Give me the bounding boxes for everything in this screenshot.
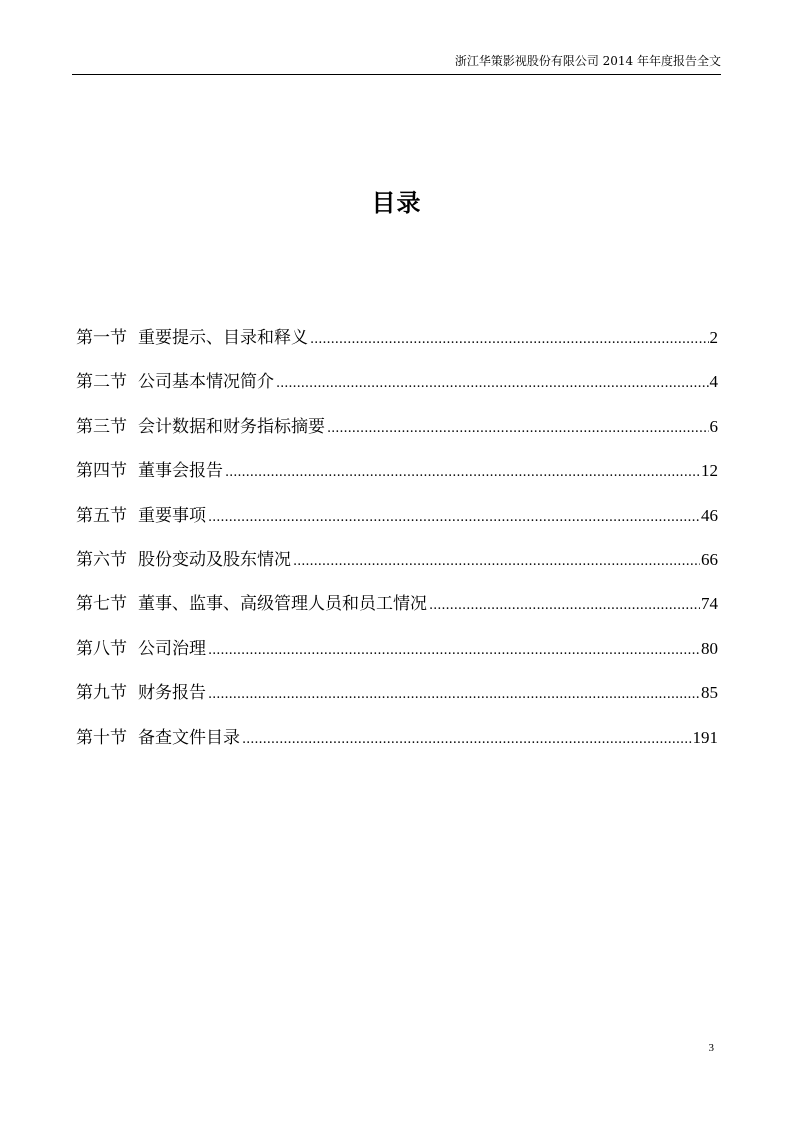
- toc-dot-leader: [242, 728, 692, 752]
- toc-section-number: 第二节: [76, 372, 127, 393]
- toc-section-title: 会计数据和财务指标摘要: [138, 416, 325, 437]
- toc-section-title: 财务报告: [138, 683, 206, 704]
- toc-dot-leader: [293, 550, 700, 574]
- toc-dot-leader: [208, 639, 700, 663]
- toc-page-number: 191: [692, 727, 718, 747]
- toc-section-title: 董事会报告: [138, 461, 223, 482]
- toc-page-number: 6: [709, 416, 718, 436]
- toc-section-title: 公司基本情况简介: [138, 372, 274, 393]
- toc-section-title: 重要事项: [138, 505, 206, 526]
- toc-entry[interactable]: [76, 548, 718, 592]
- toc-section-number: 第九节: [76, 683, 127, 704]
- page-title: 目录: [371, 189, 422, 217]
- toc-dot-leader: [310, 328, 709, 352]
- toc-entry[interactable]: [76, 637, 718, 681]
- toc-section-title: 公司治理: [138, 638, 206, 659]
- toc-dot-leader: [225, 461, 700, 485]
- toc-entry[interactable]: [76, 592, 718, 636]
- toc-section-number: 第八节: [76, 638, 127, 659]
- toc-entry[interactable]: [76, 459, 718, 503]
- toc-section-title: 股份变动及股东情况: [138, 549, 291, 570]
- toc-section-number: 第七节: [76, 594, 127, 615]
- header-text: 浙江华策影视股份有限公司 2014 年年度报告全文: [454, 54, 721, 68]
- toc-dot-leader: [327, 417, 709, 441]
- toc-dot-leader: [208, 506, 700, 530]
- page-header: [72, 54, 721, 75]
- toc-section-title: 重要提示、目录和释义: [138, 328, 308, 348]
- toc-page-number: 66: [701, 549, 718, 569]
- toc-entry[interactable]: [76, 326, 718, 370]
- toc-page-number: 74: [701, 594, 718, 614]
- toc-page-number: 2: [709, 328, 718, 347]
- toc-page-number: 85: [701, 683, 718, 703]
- toc-section-title: 备查文件目录: [138, 727, 240, 748]
- toc-entry[interactable]: [76, 370, 718, 414]
- footer-page-number: 3: [708, 1042, 714, 1054]
- toc-entry[interactable]: [76, 504, 718, 548]
- toc-section-title: 董事、监事、高级管理人员和员工情况: [138, 594, 427, 615]
- toc-entry[interactable]: [76, 415, 718, 459]
- toc-page-number: 12: [701, 461, 718, 481]
- toc-page-number: 46: [701, 505, 718, 525]
- toc-entry[interactable]: [76, 681, 718, 725]
- table-of-contents: [76, 326, 718, 770]
- toc-section-number: 第十节: [76, 727, 127, 748]
- toc-entry[interactable]: [76, 726, 718, 770]
- toc-dot-leader: [208, 683, 700, 707]
- toc-page-number: 4: [709, 372, 718, 392]
- toc-section-number: 第四节: [76, 461, 127, 482]
- toc-section-number: 第六节: [76, 549, 127, 570]
- toc-dot-leader: [276, 372, 709, 396]
- toc-dot-leader: [429, 594, 700, 618]
- toc-section-number: 第一节: [76, 328, 127, 348]
- toc-section-number: 第五节: [76, 505, 127, 526]
- toc-page-number: 80: [701, 638, 718, 658]
- toc-section-number: 第三节: [76, 416, 127, 437]
